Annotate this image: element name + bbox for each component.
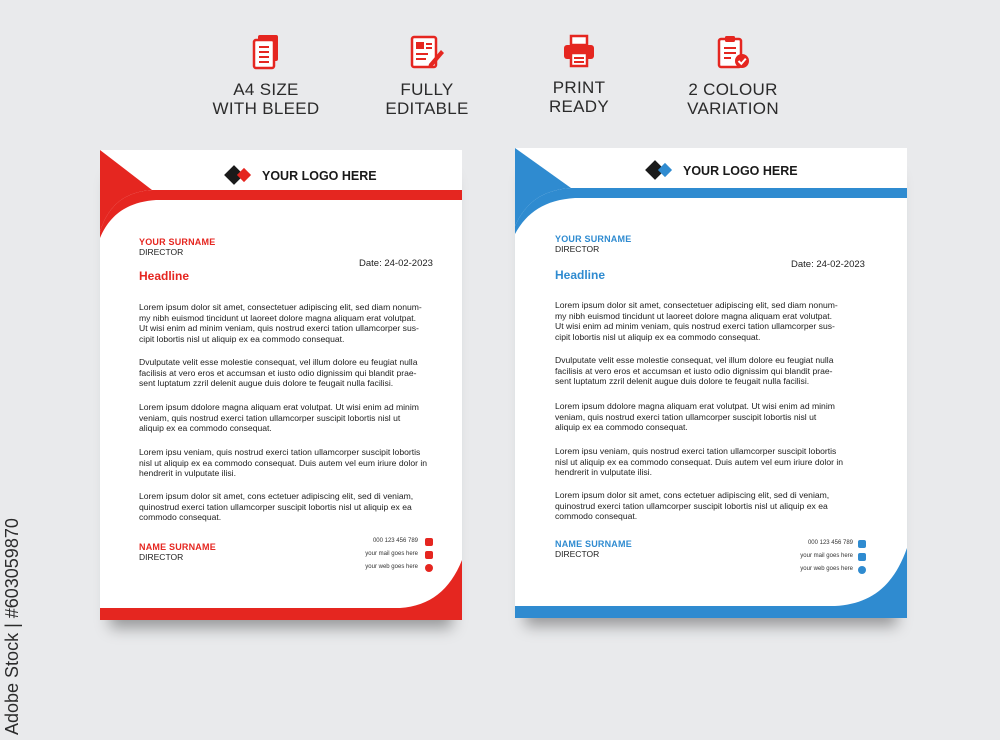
feature-label-line1: FULLY [400, 80, 454, 99]
edit-document-icon [409, 34, 445, 70]
clipboard-check-icon [716, 34, 750, 70]
paragraph: Lorem ipsum dolor sit amet, consectetuer adipiscing elit, sed diam nonum- my nibh euismod tincidunt ut laoreet dolore magna aliquam erat volutpat. Ut wisi enim ad minim veniam, quis nostrud exerci tation ullamcorper sus- cipit lobortis nisl ut aliquip ex ea commodo consequat. [555, 300, 838, 342]
sender-surname: YOUR SURNAME [139, 237, 216, 247]
logo-diamond-icon [224, 165, 254, 187]
feature-label-line2: EDITABLE [385, 99, 469, 118]
paragraph: Lorem ipsum dolor sit amet, consectetuer adipiscing elit, sed diam nonum- my nibh euismod tincidunt ut laoreet dolore magna aliquam erat volutpat. Ut wisi enim ad minim veniam, quis nostrud exerci tation ullamcorper sus- cipit lobortis nisl ut aliquip ex ea commodo consequat. [139, 302, 422, 344]
contact-web: your web goes here [800, 566, 853, 572]
phone-icon [425, 538, 433, 546]
contact-mail: your mail goes here [365, 551, 418, 557]
web-icon [858, 566, 866, 574]
contact-mail: your mail goes here [800, 553, 853, 559]
signature-role: DIRECTOR [139, 552, 184, 562]
signature-role: DIRECTOR [555, 549, 600, 559]
logo [224, 165, 377, 187]
letterhead-red [100, 150, 462, 620]
web-icon [425, 564, 433, 572]
feature-fully-editable [347, 34, 507, 118]
printer-icon [562, 34, 596, 68]
documents-icon [251, 34, 281, 70]
paragraph: Lorem ipsum ddolore magna aliquam erat volutpat. Ut wisi enim ad minim veniam, quis nostrud exerci tation ullamcorper suscipit lobortis nisl ut aliquip ex ea commodo consequat. [139, 402, 419, 434]
logo-diamond-icon [645, 160, 675, 182]
feature-label-line1: A4 SIZE [233, 80, 299, 99]
feature-label-line2: READY [548, 97, 610, 116]
paragraph: Dvulputate velit esse molestie consequat, vel illum dolore eu feugiat nulla facilisis at vero eros et accumsan et iusto odio dignissim qui blandit prae- sent luptatum zzril delenit augue duis dolore te feugait nulla facilisi. [139, 357, 418, 389]
headline: Headline [555, 268, 606, 282]
letter-date: Date: 24-02-2023 [359, 258, 433, 269]
paragraph: Lorem ipsu veniam, quis nostrud exerci tation ullamcorper suscipit lobortis nisl ut aliquip ex ea commodo consequat. Duis autem vel eum iriure dolor in hendrerit in vulputate ilisi. [555, 446, 844, 478]
paragraph: Lorem ipsum dolor sit amet, cons ectetuer adipiscing elit, sed di veniam, quinostrud exerci tation ullamcorper suscipit lobortis nisl ut aliquip ex ea commodo consequat. [555, 490, 830, 522]
mail-icon [425, 551, 433, 559]
logo-text: YOUR LOGO HERE [683, 164, 798, 178]
feature-print-ready [499, 34, 659, 116]
signature-name: NAME SURNAME [139, 542, 216, 552]
contact-phone: 000 123 456 789 [807, 540, 853, 546]
feature-label-line1: PRINT [552, 78, 606, 97]
headline: Headline [139, 269, 190, 283]
phone-icon [858, 540, 866, 548]
contact-web: your web goes here [365, 564, 418, 570]
feature-a4-size [186, 34, 346, 118]
signature-name: NAME SURNAME [555, 539, 632, 549]
paragraph: Lorem ipsum dolor sit amet, cons ectetuer adipiscing elit, sed di veniam, quinostrud exerci tation ullamcorper suscipit lobortis nisl ut aliquip ex ea commodo consequat. [139, 491, 414, 523]
letter-date: Date: 24-02-2023 [791, 259, 865, 270]
sender-role: DIRECTOR [555, 244, 600, 254]
feature-label-line2: WITH BLEED [212, 99, 320, 118]
feature-label-line1: 2 COLOUR [688, 80, 778, 99]
feature-label-line2: VARIATION [687, 99, 779, 118]
sender-role: DIRECTOR [139, 247, 184, 257]
contact-phone: 000 123 456 789 [372, 538, 418, 544]
paragraph: Dvulputate velit esse molestie consequat, vel illum dolore eu feugiat nulla facilisis at vero eros et accumsan et iusto odio dignissim qui blandit prae- sent luptatum zzril delenit augue duis dolore te feugait nulla facilisi. [555, 355, 834, 387]
side-watermark: Adobe Stock | #603059870 [2, 518, 22, 735]
paragraph: Lorem ipsu veniam, quis nostrud exerci tation ullamcorper suscipit lobortis nisl ut aliquip ex ea commodo consequat. Duis autem vel eum iriure dolor in hendrerit in vulputate ilisi. [139, 447, 428, 479]
feature-colour-variation [653, 34, 813, 118]
sender-surname: YOUR SURNAME [555, 234, 632, 244]
logo-text: YOUR LOGO HERE [262, 169, 377, 183]
logo [645, 160, 798, 182]
mail-icon [858, 553, 866, 561]
letterhead-blue [515, 148, 907, 618]
paragraph: Lorem ipsum ddolore magna aliquam erat volutpat. Ut wisi enim ad minim veniam, quis nostrud exerci tation ullamcorper suscipit lobortis nisl ut aliquip ex ea commodo consequat. [555, 401, 835, 433]
